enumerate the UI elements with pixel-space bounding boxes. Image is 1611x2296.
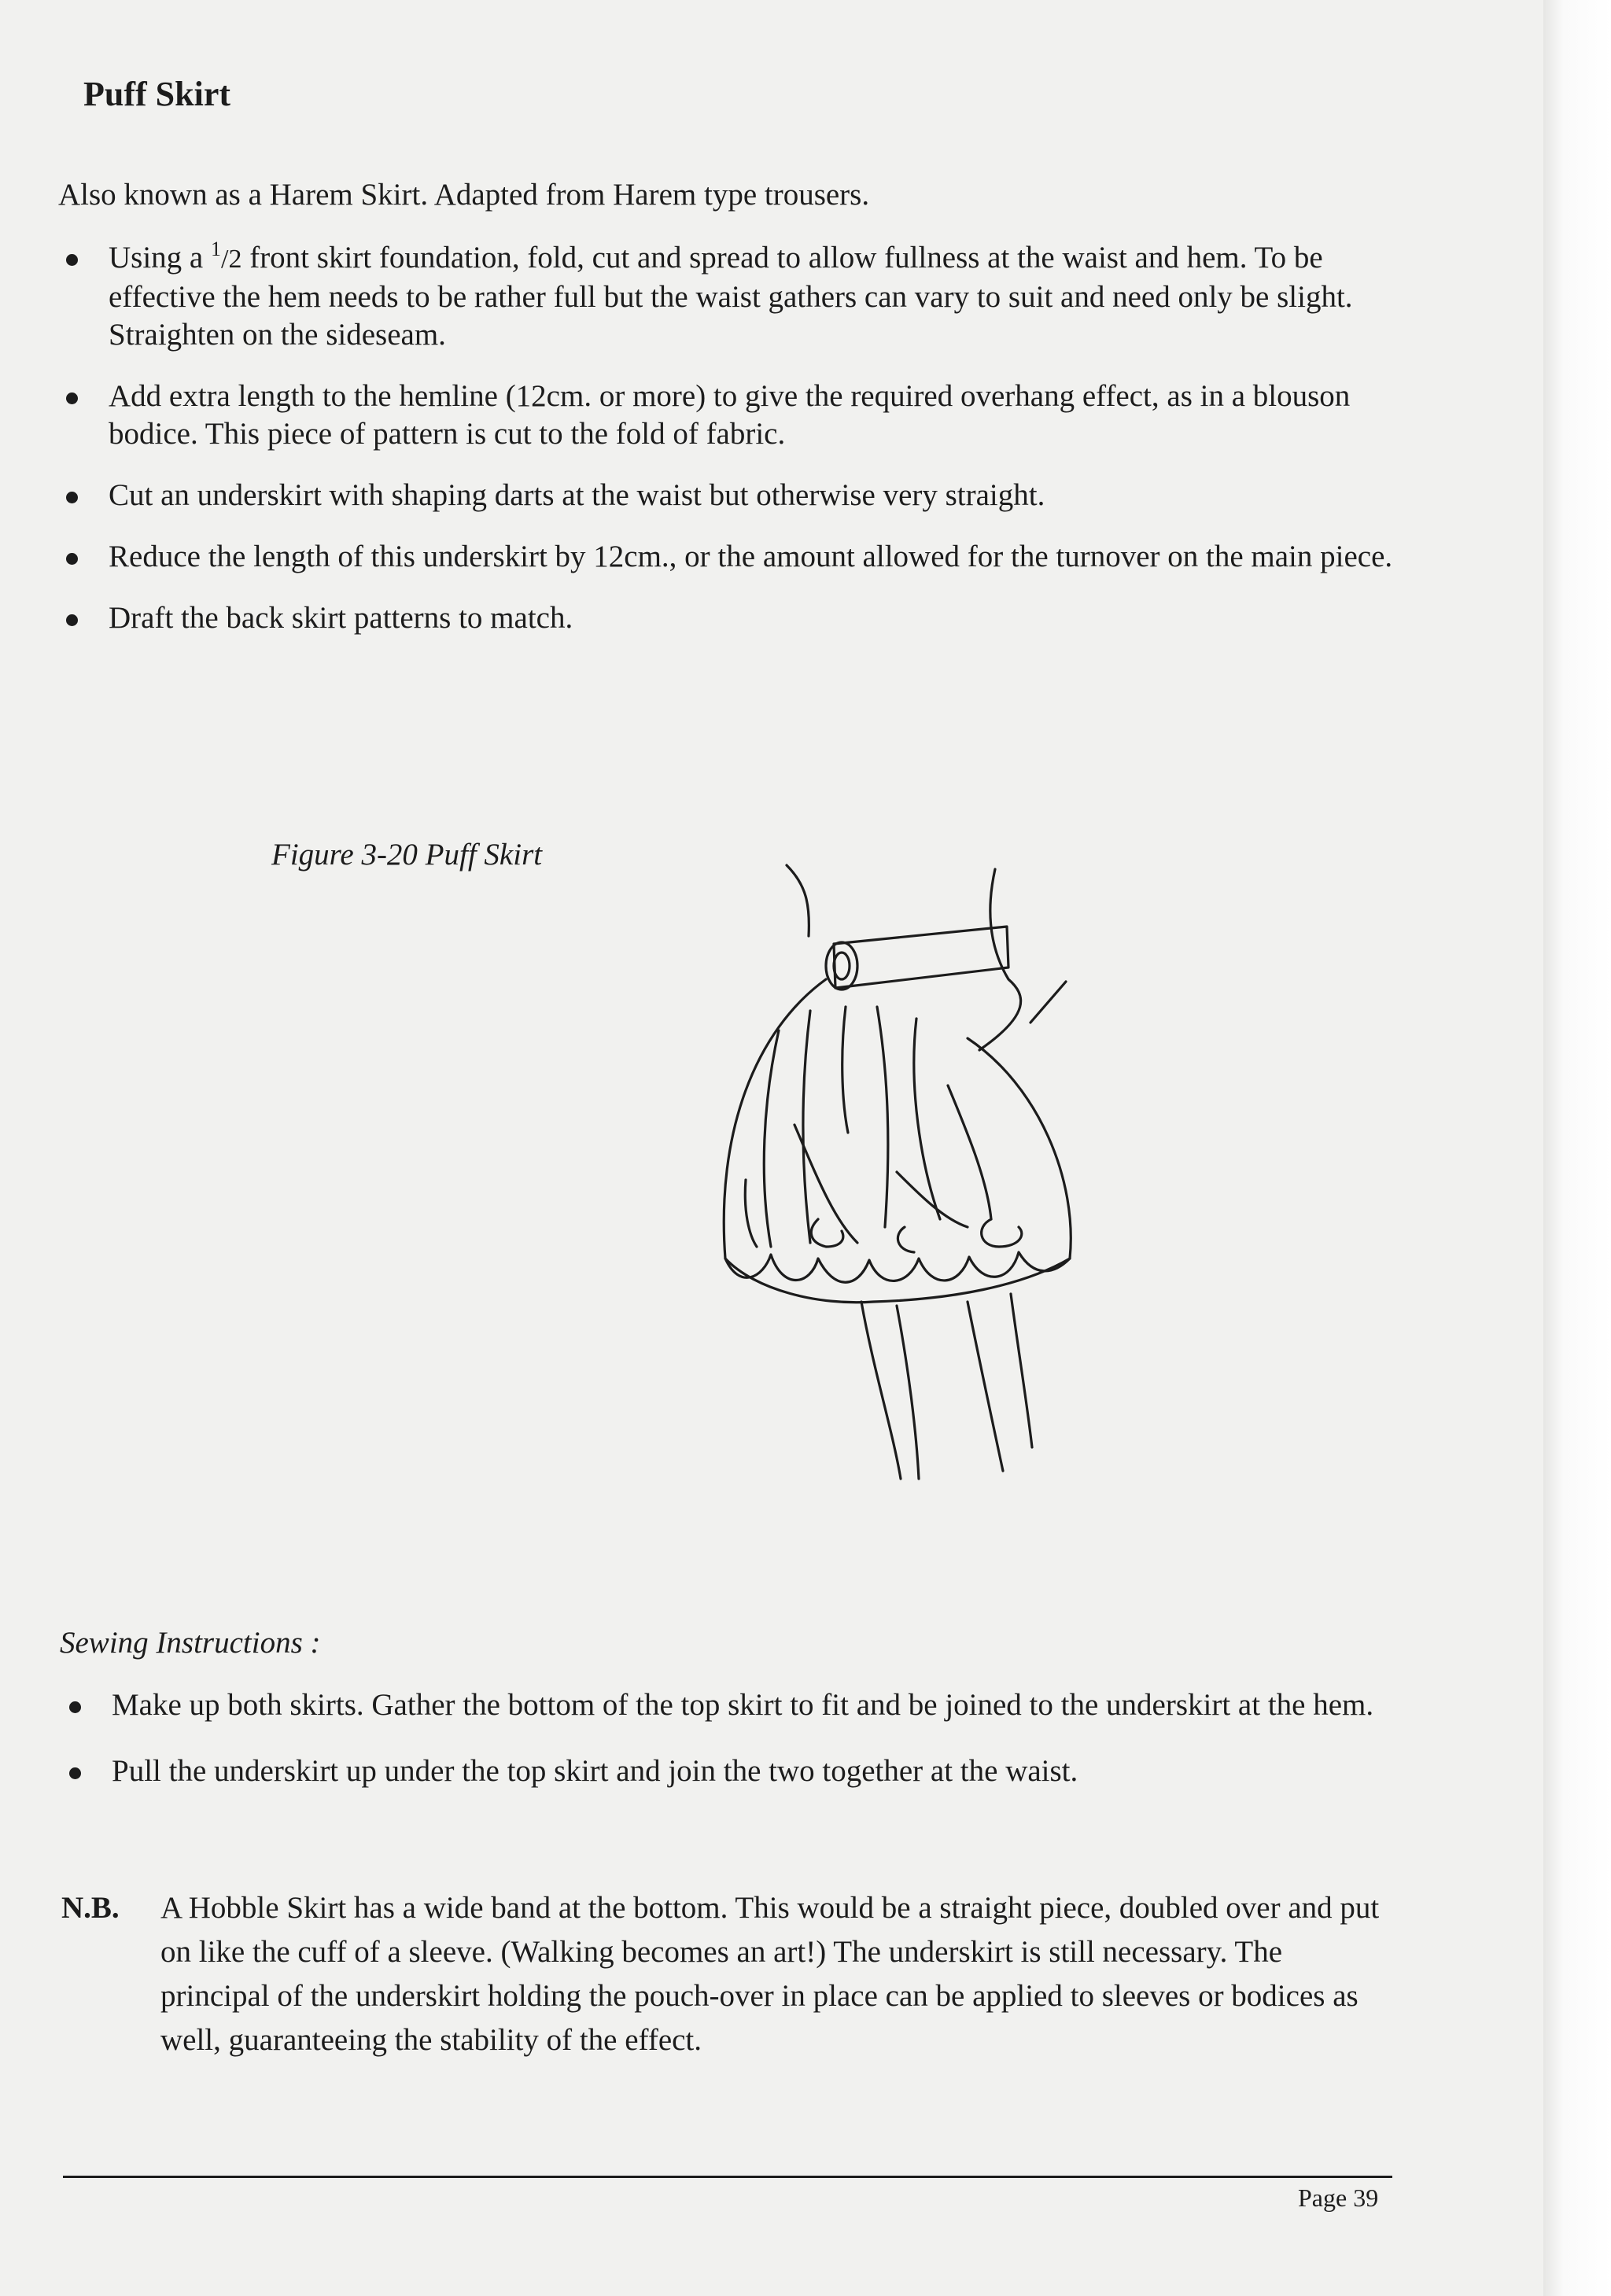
list-item: Draft the back skirt patterns to match. bbox=[58, 599, 1395, 637]
figure-caption: Figure 3-20 Puff Skirt bbox=[271, 838, 543, 872]
bullet-icon bbox=[66, 392, 78, 404]
list-item: Reduce the length of this underskirt by 12cm., or the amount allowed for the turnover on the main piece. bbox=[58, 538, 1395, 576]
page-heading: Puff Skirt bbox=[83, 75, 230, 113]
bullet-icon bbox=[69, 1767, 81, 1779]
page-number: Page 39 bbox=[1298, 2184, 1379, 2212]
bullet-icon bbox=[66, 492, 78, 503]
note-label: N.B. bbox=[61, 1891, 120, 1925]
page-edge bbox=[1543, 0, 1611, 2296]
note-text: A Hobble Skirt has a wide band at the bottom. This would be a straight piece, doubled over and put on like the cuff of a sleeve. (Walking becomes an art!) The underskirt is still necessary. The principal of the underskirt holding the pouch-over in place can be applied to sleeves or bodices as well, guaranteeing the stability of the effect. bbox=[160, 1891, 1380, 2057]
sewing-steps-list bbox=[61, 1686, 1399, 1814]
note-block bbox=[61, 1886, 1399, 2062]
bullet-icon bbox=[66, 614, 78, 626]
intro-text: Also known as a Harem Skirt. Adapted from Harem type trousers. bbox=[58, 178, 870, 212]
bullet-icon bbox=[66, 553, 78, 565]
list-item: Add extra length to the hemline (12cm. or more) to give the required overhang effect, as in a blouson bodice. This piece of pattern is cut to the fold of fabric. bbox=[58, 378, 1395, 453]
pattern-steps-list bbox=[58, 239, 1395, 661]
bullet-icon bbox=[69, 1701, 81, 1713]
list-item: Using a $^1$/2 front skirt foundation, fold, cut and spread to allow fullness at the waist and hem. To be effective the hem needs to be rather full but the waist gathers can vary to suit and need only be slight. Straighten on the sideseam. bbox=[58, 239, 1395, 354]
footer-rule bbox=[63, 2176, 1392, 2178]
bullet-icon bbox=[66, 254, 78, 266]
puff-skirt-illustration bbox=[708, 849, 1148, 1557]
list-item: Make up both skirts. Gather the bottom of the top skirt to fit and be joined to the underskirt at the hem. bbox=[61, 1686, 1399, 1724]
list-item: Pull the underskirt up under the top skirt and join the two together at the waist. bbox=[61, 1752, 1399, 1790]
list-item: Cut an underskirt with shaping darts at the waist but otherwise very straight. bbox=[58, 477, 1395, 514]
sewing-instructions-label: Sewing Instructions : bbox=[60, 1626, 321, 1660]
